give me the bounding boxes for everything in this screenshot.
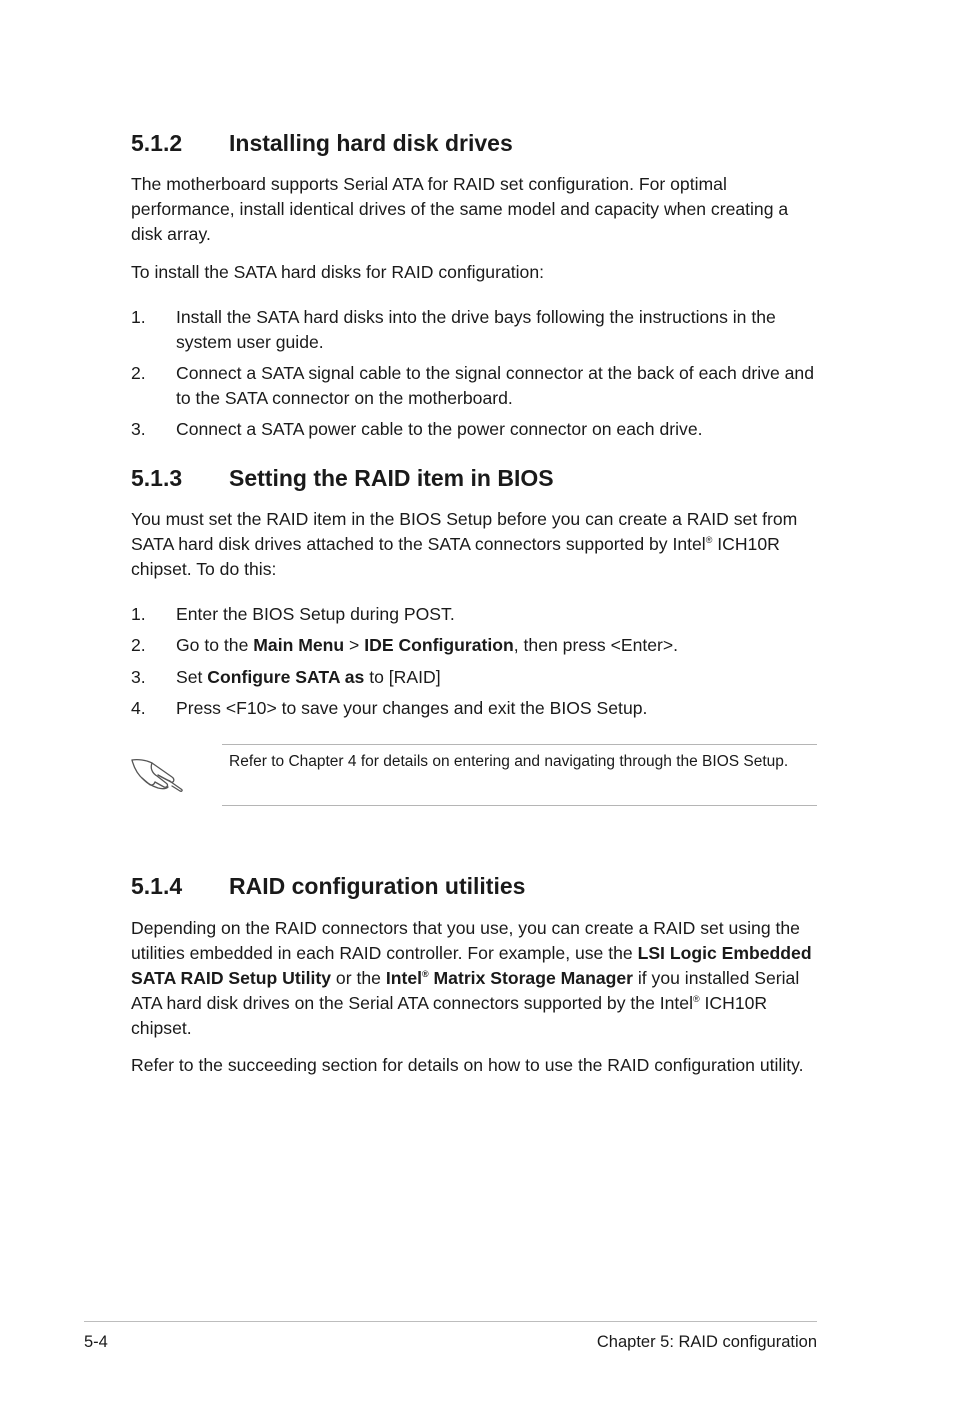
- list-text: [176, 665, 821, 690]
- text-run: to [RAID]: [364, 667, 441, 687]
- section-number: 5.1.3: [131, 465, 183, 491]
- list-text: Enter the BIOS Setup during POST.: [176, 604, 455, 624]
- section-title: RAID configuration utilities: [229, 873, 526, 899]
- utility-name-intel: [386, 968, 633, 988]
- list-number: 3.: [131, 419, 146, 439]
- footer-divider: [84, 1321, 817, 1322]
- list-text: Connect a SATA power cable to the power connector on each drive.: [176, 419, 703, 439]
- note-box: [222, 744, 817, 806]
- section-title: Installing hard disk drives: [229, 130, 513, 156]
- text-run: Intel: [385, 968, 422, 988]
- section-title: Setting the RAID item in BIOS: [229, 465, 554, 491]
- section-heading-5-1-4: [131, 872, 525, 900]
- page-number: 5-4: [84, 1333, 108, 1351]
- registered-mark: ®: [705, 535, 713, 545]
- paragraph-refer: Refer to the succeeding section for details on how to use the RAID configuration utility.: [131, 1055, 804, 1075]
- text-run: Depending on the RAID connectors that you use, you can create a RAID set using the utilities embedded in each RAID controller. For example, use the: [131, 918, 800, 963]
- list-number: 2.: [131, 363, 146, 383]
- pointing-hand-icon: [128, 750, 186, 792]
- list-number: 3.: [131, 667, 146, 687]
- paragraph-install-lead: To install the SATA hard disks for RAID configuration:: [131, 262, 544, 282]
- text-run: Set: [176, 667, 208, 687]
- text-run: if you installed Serial ATA hard disk drives on the Serial ATA connectors supported by the Intel: [131, 968, 800, 1013]
- menu-name-ide: IDE Configuration: [364, 635, 514, 655]
- list-number: 2.: [131, 635, 146, 655]
- paragraph-intro: The motherboard supports Serial ATA for RAID set configuration. For optimal performance, install identical drives of the same model and capacity when creating a disk array.: [131, 174, 789, 244]
- registered-mark: ®: [693, 994, 700, 1004]
- list-number: 1.: [131, 307, 146, 327]
- paragraph-bios-intro: [131, 507, 821, 582]
- setting-name: Configure SATA as: [207, 667, 365, 687]
- section-heading-5-1-2: [131, 129, 513, 157]
- text-run: ICH10R chipset.: [131, 993, 768, 1038]
- text-run: , then press <Enter>.: [513, 635, 679, 655]
- text-run: You must set the RAID item in the BIOS Setup before you can create a RAID set from SATA hard disk drives attached to the SATA connectors supported by Intel: [131, 509, 798, 554]
- text-run: or the: [331, 968, 386, 988]
- section-number: 5.1.2: [131, 130, 183, 156]
- registered-mark: ®: [422, 969, 429, 979]
- list-text: [176, 633, 821, 658]
- list-text: Connect a SATA signal cable to the signal connector at the back of each drive and to the SATA connector on the motherboard.: [176, 363, 815, 408]
- section-heading-5-1-3: [131, 464, 554, 492]
- text-run: Matrix Storage Manager: [428, 968, 633, 988]
- section-number: 5.1.4: [131, 873, 183, 899]
- paragraph-utilities: [131, 916, 821, 1041]
- list-number: 4.: [131, 698, 146, 718]
- list-text: Install the SATA hard disks into the drive bays following the instructions in the system user guide.: [176, 307, 776, 352]
- utility-name-lsi: LSI Logic Embedded SATA RAID Setup Utility: [131, 943, 812, 988]
- note-text: Refer to Chapter 4 for details on entering and navigating through the BIOS Setup.: [229, 753, 789, 770]
- list-number: 1.: [131, 604, 146, 624]
- text-run: Go to the: [176, 635, 254, 655]
- menu-name-main: Main Menu: [253, 635, 345, 655]
- list-text: Press <F10> to save your changes and exit the BIOS Setup.: [176, 698, 648, 718]
- chapter-title: Chapter 5: RAID configuration: [596, 1333, 817, 1351]
- text-run: ICH10R chipset. To do this:: [131, 534, 780, 579]
- text-run: >: [344, 635, 365, 655]
